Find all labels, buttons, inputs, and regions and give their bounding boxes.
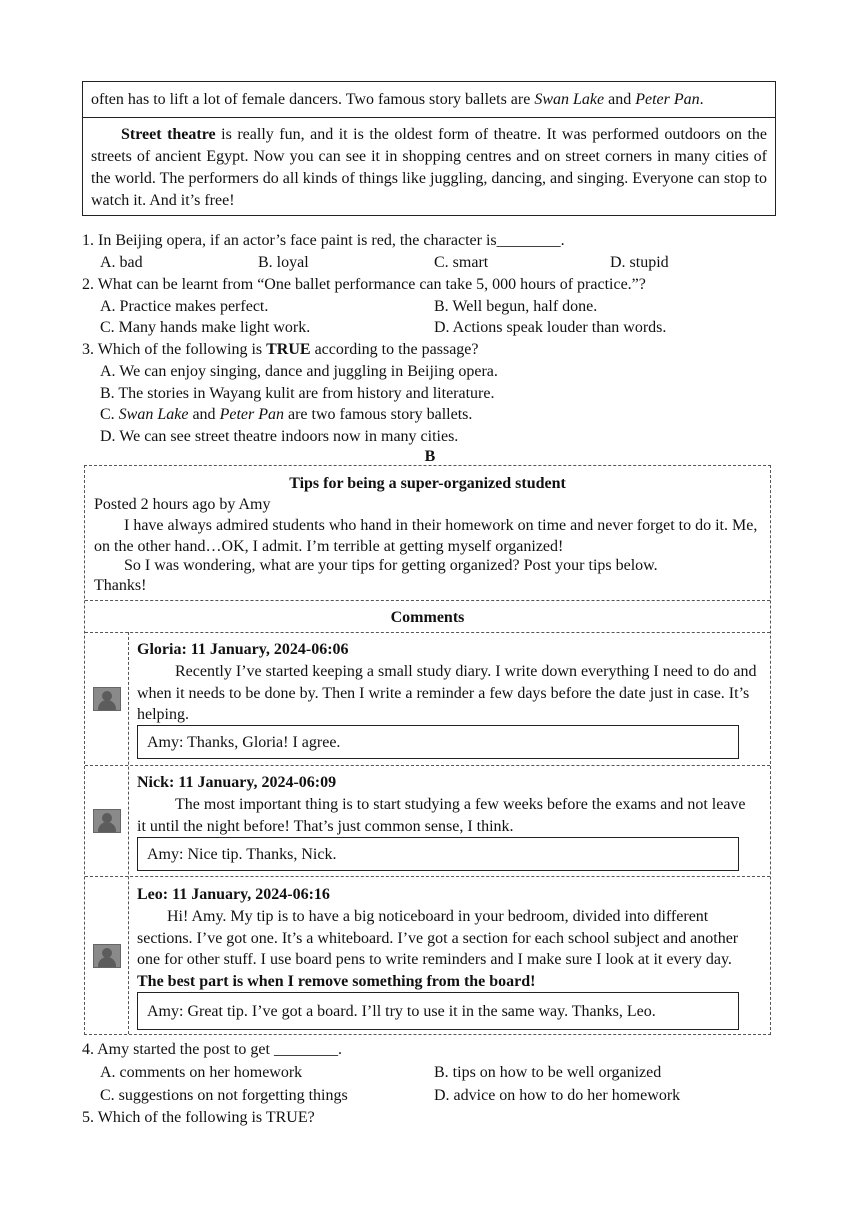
divider: [85, 876, 770, 877]
option: B. The stories in Wayang kulit are from history and literature.: [100, 385, 495, 402]
comment-text: [137, 906, 757, 992]
post-meta: Posted 2 hours ago by Amy: [94, 496, 271, 513]
option: [100, 404, 472, 425]
post-title: Tips for being a super-organized student: [289, 475, 566, 492]
bold-text: The best part is when I remove something from the board!: [137, 972, 536, 990]
text: often has to lift a lot of female dancers. Two famous story ballets are: [91, 91, 535, 108]
avatar-icon: [93, 944, 121, 968]
question-5: 5. Which of the following is TRUE?: [82, 1109, 315, 1126]
option: C. suggestions on not forgetting things: [100, 1087, 348, 1104]
text: are two famous story ballets.: [283, 406, 473, 423]
text: Hi! Amy. My tip is to have a big noticeboard in your bedroom, divided into different sections. I’ve got one. It’s a whiteboard. I’ve got a section for each school subject and another one for other stuff. I use board pens to write reminders and I make sure I look at it every day.: [137, 908, 739, 968]
comment-text: Recently I’ve started keeping a small study diary. I write down everything I need to do and when it needs to be done by. Then I write a reminder a few days before the date just in case. It’s helping.: [137, 663, 757, 723]
text: and: [188, 406, 220, 423]
option: B. loyal: [258, 254, 309, 271]
text: TRUE: [266, 341, 311, 358]
text: according to the passage?: [310, 341, 479, 358]
question-2: 2. What can be learnt from “One ballet performance can take 5, 000 hours of practice.”?: [82, 276, 646, 293]
question-1: 1. In Beijing opera, if an actor’s face paint is red, the character is________.: [82, 232, 565, 249]
text: and: [604, 91, 636, 108]
comment-text: The most important thing is to start studying a few weeks before the exams and not leave it until the night before! That’s just common sense, I think.: [137, 796, 746, 835]
reply-box: Amy: Thanks, Gloria! I agree.: [137, 725, 739, 759]
passage-top-line: [83, 82, 775, 118]
street-theatre-paragraph: [83, 118, 775, 212]
post-paragraph: I have always admired students who hand in their homework on time and never forget to do it. Me, on the other hand…OK, I admit. I’m terrible at getting myself organized!: [94, 517, 758, 555]
text: C.: [100, 406, 119, 423]
question-4: 4. Amy started the post to get ________.: [82, 1041, 342, 1058]
street-theatre-heading: Street theatre: [121, 126, 216, 143]
option: A. Practice makes perfect.: [100, 298, 269, 315]
option: B. Well begun, half done.: [434, 298, 598, 315]
comment-author: Gloria: 11 January, 2024-06:06: [137, 641, 349, 658]
text: .: [699, 91, 704, 108]
ballet-title: Swan Lake: [118, 406, 189, 423]
comments-header: Comments: [390, 609, 465, 626]
option: D. advice on how to do her homework: [434, 1087, 681, 1104]
reply-box: Amy: Nice tip. Thanks, Nick.: [137, 837, 739, 871]
divider: [85, 600, 770, 601]
divider: [85, 632, 770, 633]
option: C. Many hands make light work.: [100, 319, 311, 336]
avatar-icon: [93, 687, 121, 711]
street-theatre-text: is really fun, and it is the oldest form of theatre. It was performed outdoors on the streets of ancient Egypt. Now you can see it in shopping centres and on street corners in many cities of the world. The performers do all kinds of things like juggling, dancing, and singing. Everyone can stop to watch it. And it’s free!: [91, 126, 768, 209]
option: C. smart: [434, 254, 489, 271]
divider: [85, 765, 770, 766]
column-divider: [128, 632, 129, 1034]
text: 3. Which of the following is: [82, 341, 267, 358]
comment-author: Nick: 11 January, 2024-06:09: [137, 774, 337, 791]
option: D. We can see street theatre indoors now in many cities.: [100, 428, 459, 445]
option: D. Actions speak louder than words.: [434, 319, 667, 336]
option: A. We can enjoy singing, dance and juggling in Beijing opera.: [100, 363, 498, 380]
ballet-title: Swan Lake: [534, 91, 605, 108]
option: A. comments on her homework: [100, 1064, 303, 1081]
ballet-title: Peter Pan: [219, 406, 284, 423]
passage-box: [82, 81, 776, 216]
option: B. tips on how to be well organized: [434, 1064, 662, 1081]
section-letter: B: [424, 448, 436, 465]
question-3: [82, 339, 479, 360]
avatar-icon: [93, 809, 121, 833]
comment-author: Leo: 11 January, 2024-06:16: [137, 886, 330, 903]
option: D. stupid: [610, 254, 669, 271]
forum-box: [84, 465, 771, 1035]
reply-box: Amy: Great tip. I’ve got a board. I’ll try to use it in the same way. Thanks, Leo.: [137, 992, 739, 1030]
option: A. bad: [100, 254, 143, 271]
post-paragraph: So I was wondering, what are your tips for getting organized? Post your tips below.: [124, 557, 658, 574]
post-thanks: Thanks!: [94, 577, 147, 594]
ballet-title: Peter Pan: [635, 91, 700, 108]
